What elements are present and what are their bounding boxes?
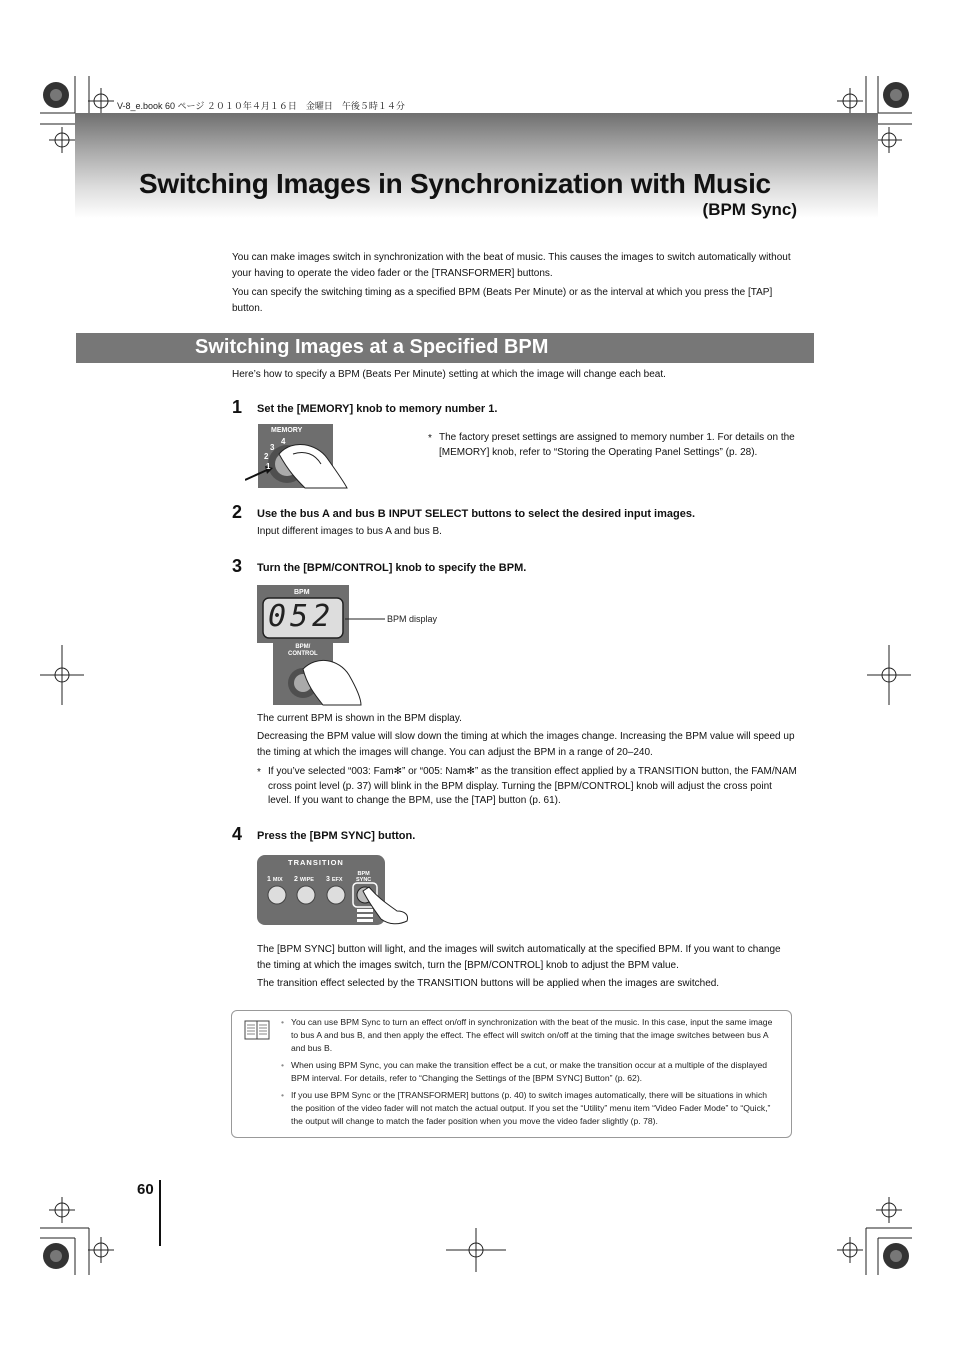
memo-item: When using BPM Sync, you can make the transition effect be a cut, or make the transition occur at a multiple of the displayed BPM interval. For details, refer to “Changing the Settings of the [BPM SYNC] Button” (p. 62). xyxy=(291,1060,768,1083)
memo-item: If you use BPM Sync or the [TRANSFORMER] buttons (p. 40) to switch images automatically, there will be situations in which the position of the video fader will not match the actual output. If you set the “Utility” menu item “Video Fader Mode” to “Quick,” the output will change to match the fader position when you move the video fader slightly (p. 78). xyxy=(291,1090,771,1126)
step-text: Turn the [BPM/CONTROL] knob to specify the BPM. xyxy=(257,562,527,574)
memory-number: 3 xyxy=(270,443,275,452)
registration-mark-icon xyxy=(837,88,863,114)
intro-paragraph-1: You can make images switch in synchronization with the beat of music. This causes the images to switch automatically without your having to operate the video fader or the [TRANSFORMER] buttons. xyxy=(232,252,791,279)
registration-mark-icon xyxy=(40,645,84,705)
page-title: Switching Images in Synchronization with Music xyxy=(139,168,771,199)
memo-bullet: • xyxy=(281,1060,285,1070)
transition-button-number: 1 xyxy=(267,876,271,883)
step-note: If you’ve selected “003: Fam✻” or “005: Nam✻” as the transition effect applied by a TRANSITION button, the FAM/NAM cross point level (p. 37) will blink in the BPM display. Turning the [BPM/CONTROL] knob will adjust the cross point level. If you want to change the BPM, use the [TAP] button (p. 61). xyxy=(268,766,797,806)
registration-mark-icon xyxy=(49,127,75,153)
step-paragraph: The transition effect selected by the TRANSITION buttons will be applied when the images are switched. xyxy=(257,978,720,989)
bpm-callout: BPM display xyxy=(387,614,438,624)
transition-button-label xyxy=(326,876,343,883)
memo-bullet: • xyxy=(281,1090,285,1100)
transition-label: TRANSITION xyxy=(288,858,344,867)
transition-button-name: EFX xyxy=(331,877,343,883)
transition-button-label xyxy=(267,876,283,883)
memory-number: 4 xyxy=(281,437,286,446)
step-number: 3 xyxy=(232,556,243,576)
step-number: 4 xyxy=(232,824,243,844)
memo-bullet: • xyxy=(281,1017,285,1027)
registration-mark-icon xyxy=(876,127,902,153)
bpm-label: BPM xyxy=(294,589,310,596)
transition-button-number: 2 xyxy=(294,876,298,883)
book-icon xyxy=(244,1020,270,1040)
transition-button-number: 3 xyxy=(326,876,330,883)
section-lead: Here’s how to specify a BPM (Beats Per Minute) setting at which the image will change each beat. xyxy=(232,369,666,380)
intro-paragraph-2: You can specify the switching timing as a specified BPM (Beats Per Minute) or as the interval at which you press the [TAP] button. xyxy=(232,287,773,314)
memo-item: You can use BPM Sync to turn an effect on/off in synchronization with the beat of the music. In this case, input the same image to bus A and bus B, and then apply the effect. The effect will switch on/off at the timing that the image switches between bus A and bus B. xyxy=(291,1017,773,1053)
transition-button-label xyxy=(294,876,314,883)
page-number-rule xyxy=(159,1180,161,1246)
note-marker: * xyxy=(257,767,261,778)
registration-mark-icon xyxy=(867,645,911,705)
step-paragraph: The [BPM SYNC] button will light, and the images will switch automatically at the specified BPM. If you want to change the timing at which the images switch, turn the [BPM/CONTROL] knob to adjust the BPM value. xyxy=(257,944,781,971)
memory-number: 2 xyxy=(264,452,269,461)
registration-mark-icon xyxy=(876,1197,902,1223)
bpm-control-label: BPM/ CONTROL xyxy=(288,644,318,657)
transition-button-name: MIX xyxy=(272,877,283,883)
memory-number: 1 xyxy=(266,462,271,471)
step-note: The factory preset settings are assigned to memory number 1. For details on the [MEMORY] knob, refer to “Storing the Operating Panel Settings” (p. 28). xyxy=(439,432,795,458)
step-number: 1 xyxy=(232,397,243,417)
page-subtitle: (BPM Sync) xyxy=(702,200,797,219)
bpm-sync-label: BPM SYNC xyxy=(356,871,372,883)
step-paragraph: The current BPM is shown in the BPM display. xyxy=(257,713,462,724)
registration-mark-icon xyxy=(49,1197,75,1223)
registration-mark-icon xyxy=(88,88,114,114)
memory-label: MEMORY xyxy=(271,427,303,434)
registration-mark-icon xyxy=(837,1237,863,1263)
transition-button-name: WIPE xyxy=(299,877,314,883)
step-detail: Input different images to bus A and bus B. xyxy=(257,526,442,537)
note-marker: * xyxy=(428,433,432,444)
step-text: Set the [MEMORY] knob to memory number 1. xyxy=(257,403,498,415)
registration-mark-icon xyxy=(88,1237,114,1263)
print-metadata: V-8_e.book 60 ページ ２０１０年４月１６日 金曜日 午後５時１４分 xyxy=(117,101,405,111)
page-number: 60 xyxy=(137,1181,154,1198)
step-number: 2 xyxy=(232,502,243,522)
step-text: Use the bus A and bus B INPUT SELECT buttons to select the desired input images. xyxy=(257,508,696,520)
step-paragraph: Decreasing the BPM value will slow down the timing at which the images change. Increasing the BPM value will speed up the timing at which the images will change. You can adjust the BPM in a range of 20–240. xyxy=(257,731,795,758)
registration-mark-icon xyxy=(446,1228,506,1272)
section-title: Switching Images at a Specified BPM xyxy=(195,336,549,358)
bpm-value: 052 xyxy=(268,599,335,634)
step-text: Press the [BPM SYNC] button. xyxy=(257,830,416,842)
